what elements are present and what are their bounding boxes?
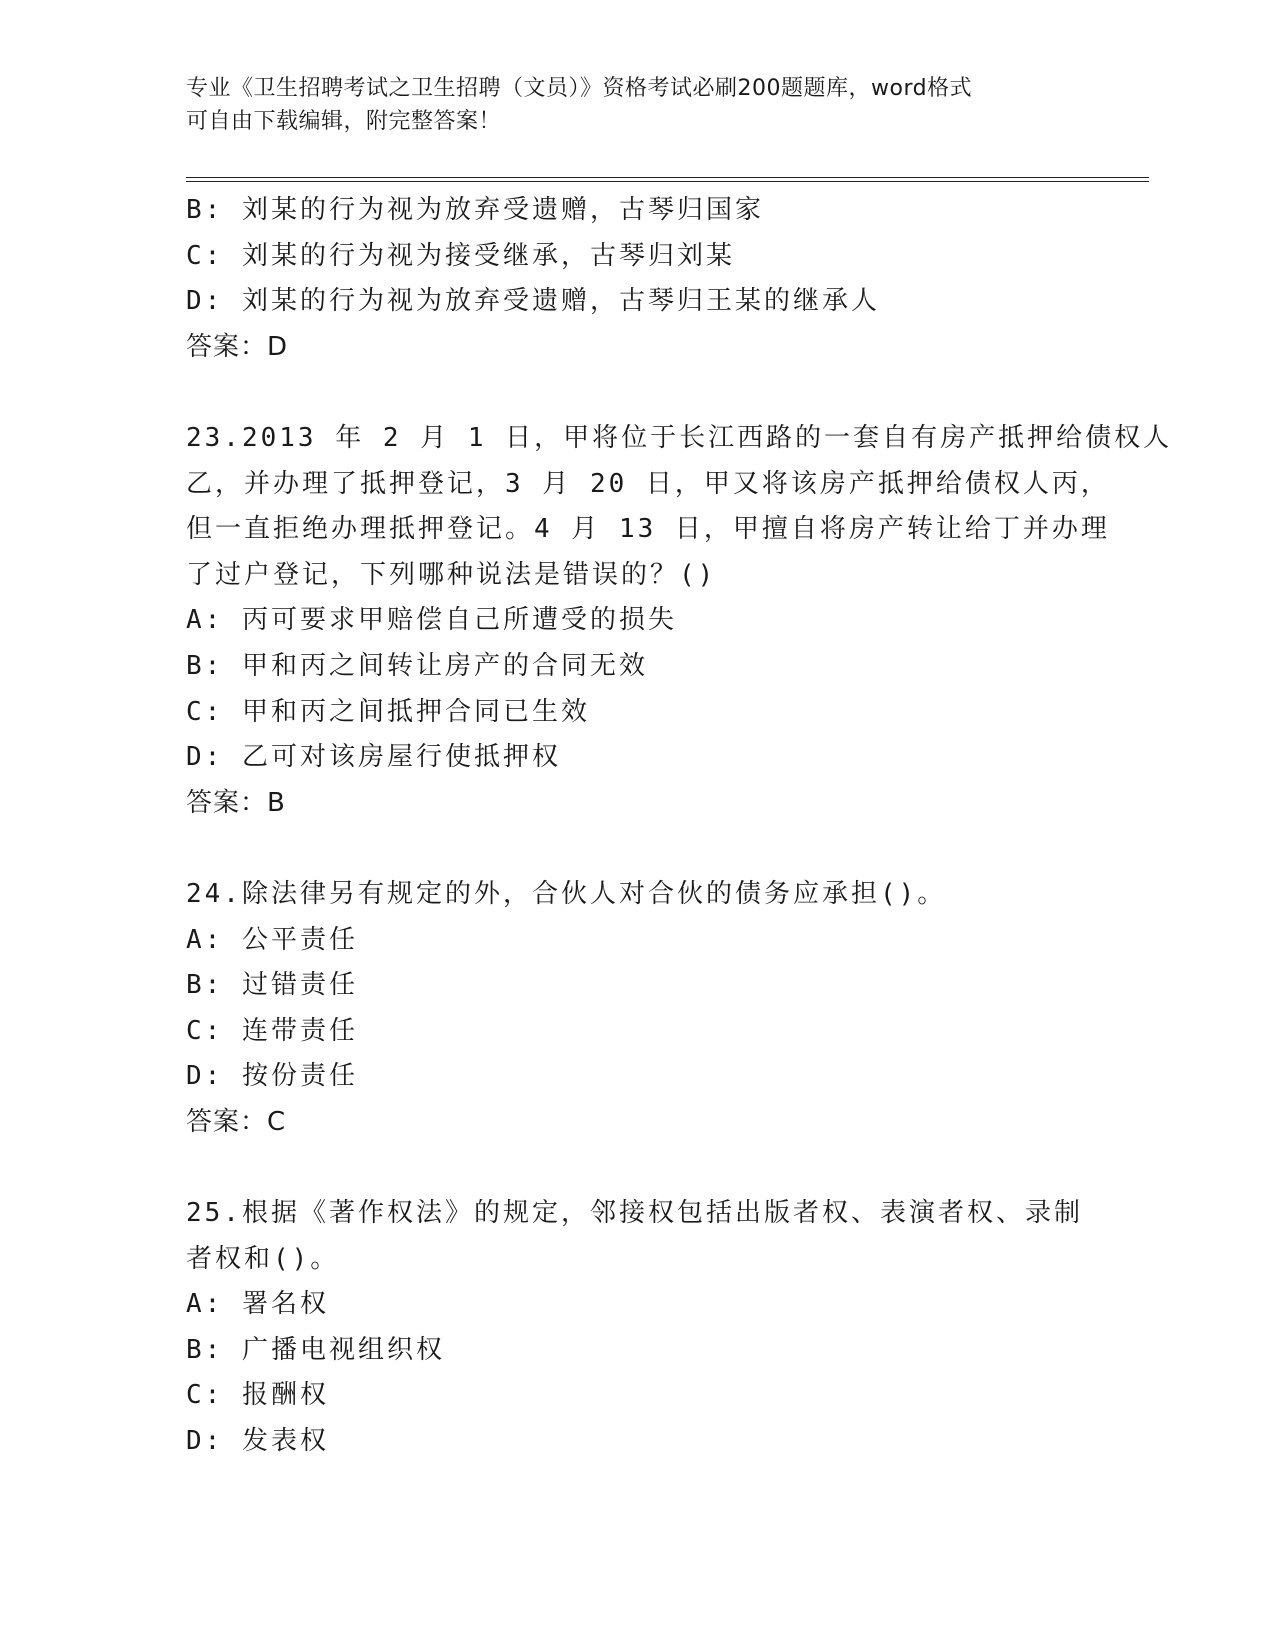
spacer [186,826,1106,872]
stem-line: 乙，并办理了抵押登记，3 月 20 日，甲又将该房产抵押给债权人丙， [186,468,1110,499]
spacer [186,370,1106,416]
option-a: A: 丙可要求甲赔偿自己所遭受的损失 [186,605,677,636]
option-c: C: 甲和丙之间抵押合同已生效 [186,696,590,727]
option-a: A: 公平责任 [186,924,358,955]
stem-line: 者权和()。 [186,1243,340,1274]
option-b: B: 刘某的行为视为放弃受遗赠，古琴归国家 [186,195,764,225]
option-c: C: 报酬权 [186,1380,329,1411]
option-d: D: 乙可对该房屋行使抵押权 [186,742,561,773]
question-list [186,188,1173,1465]
option-b: B: 过错责任 [186,970,358,1001]
option-a: A: 署名权 [186,1289,329,1320]
option-d: D: 刘某的行为视为放弃受遗赠，古琴归王某的继承人 [186,286,880,317]
stem-line: 24.除法律另有规定的外，合伙人对合伙的债务应承担()。 [186,878,947,909]
answer: 答案：D [186,331,289,362]
answer: 答案：B [186,787,286,818]
header-line-2: 可自由下载编辑，附完整答案！ [186,109,502,134]
stem-line: 了过户登记，下列哪种说法是错误的？() [186,559,717,590]
header-divider-bottom [186,181,1149,182]
option-b: B: 广播电视组织权 [186,1334,445,1365]
stem-line: 25.根据《著作权法》的规定，邻接权包括出版者权、表演者权、录制 [186,1198,1083,1229]
option-c: C: 刘某的行为视为接受继承，古琴归刘某 [186,240,735,271]
question-stem [186,1191,1106,1282]
spacer [186,1145,1106,1191]
stem-line: 23.2013 年 2 月 1 日，甲将位于长江西路的一套自有房产抵押给债权人 [186,422,1173,453]
option-d: D: 发表权 [186,1426,329,1457]
question-24 [186,872,1106,1146]
header-divider-top [186,177,1149,178]
header-line-1: 专业《卫生招聘考试之卫生招聘（文员）》资格考试必刷200题题库，word格式 [186,76,973,101]
option-d: D: 按份责任 [186,1061,358,1092]
question-25 [186,1191,1106,1465]
option-b: B: 甲和丙之间转让房产的合同无效 [186,650,648,681]
page-header [186,72,1066,138]
option-c: C: 连带责任 [186,1015,358,1046]
question-23 [186,416,1173,826]
question-stem [186,872,1106,918]
stem-line: 但一直拒绝办理抵押登记。4 月 13 日，甲擅自将房产转让给丁并办理 [186,514,1110,545]
answer: 答案：C [186,1106,287,1137]
question-22-continued [186,188,1106,370]
question-stem [186,416,1173,598]
